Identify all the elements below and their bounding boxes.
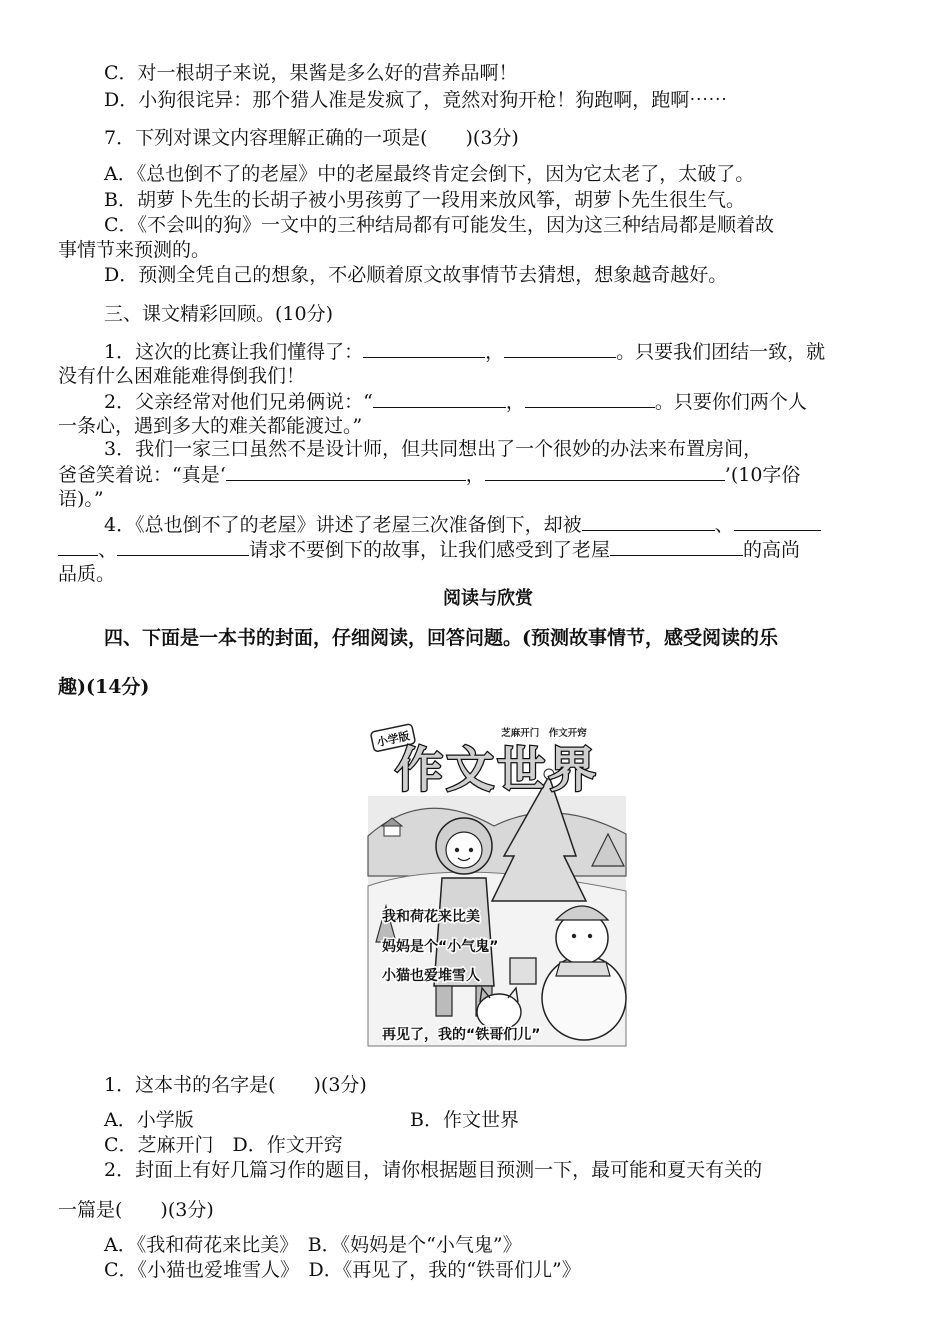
q2-text-a: 2．父亲经常对他们兄弟俩说：“: [104, 391, 373, 413]
section-3-title: 三、课文精彩回顾。(10分): [104, 303, 334, 325]
cover-article-title: 我和荷花来比美: [382, 909, 480, 925]
question-7-option-b: B．胡萝卜先生的长胡子被小男孩剪了一段用来放风筝，胡萝卜先生很生气。: [104, 189, 745, 211]
cover-question-1: 1．这本书的名字是( )(3分): [104, 1074, 367, 1096]
answer-blank[interactable]: [582, 512, 715, 531]
section-3-q1-cont: 没有什么困难能难得倒我们！: [58, 365, 306, 387]
house-icon: [384, 826, 400, 836]
section-3-q2: [104, 389, 807, 414]
q4-text-c: 的高尚: [743, 539, 801, 561]
q1-text-b: 。只要我们团结一致，就: [616, 341, 826, 363]
cover-article-title: 妈妈是个“小气鬼”: [382, 939, 499, 955]
section-3-q3-line2: [58, 462, 800, 487]
section-3-q3: 3．我们一家三口虽然不是设计师，但共同想出了一个很妙的办法来布置房间，: [104, 438, 763, 460]
q3-sep: ，: [465, 464, 485, 486]
q4-sep2: 、: [98, 539, 118, 561]
section-3-q1: [104, 339, 825, 364]
q1-text-a: 1．这次的比赛让我们懂得了：: [104, 341, 364, 363]
question-7-option-c: C．《不会叫的狗》一文中的三种结局都有可能发生，因为这三种结局都是顺着故: [104, 214, 775, 236]
section-3-q4: [104, 512, 821, 537]
q4-sep1: 、: [714, 514, 734, 536]
cover-question-1-option-b: B．作文世界: [410, 1109, 519, 1131]
answer-blank[interactable]: [504, 339, 616, 358]
section-3-q4-line2: [58, 537, 800, 562]
cover-slogan: 芝麻开门 作文开窍: [501, 728, 587, 739]
q4-text-a: 4．《总也倒不了的老屋》讲述了老屋三次准备倒下，却被: [104, 514, 582, 536]
question-7-stem: 7．下列对课文内容理解正确的一项是( )(3分): [104, 127, 519, 149]
q4-text-b: 请求不要倒下的故事，让我们感受到了老屋: [249, 539, 611, 561]
answer-blank[interactable]: [117, 537, 249, 556]
answer-blank[interactable]: [485, 462, 725, 481]
snowman-scarf: [556, 962, 610, 976]
book-cover-image: [364, 716, 630, 1048]
reading-heading: 阅读与欣赏: [443, 588, 533, 609]
cover-article-title: 再见了，我的“铁哥们儿”: [382, 1027, 541, 1043]
section-3-q4-line3: 品质。: [58, 563, 116, 585]
answer-blank[interactable]: [363, 339, 485, 358]
cover-article-title: 小猫也爱堆雪人: [382, 968, 480, 984]
section-4-title: 四、下面是一本书的封面，仔细阅读，回答问题。(预测故事情节，感受阅读的乐: [104, 627, 778, 649]
answer-blank[interactable]: [58, 537, 98, 556]
cover-question-2-option-ab: A．《我和荷花来比美》 B．《妈妈是个“小气鬼”》: [104, 1234, 522, 1256]
child-face: [446, 832, 482, 868]
svg-text:小学版: 小学版: [375, 729, 411, 750]
q3-text-b: ’(10字俗: [724, 464, 801, 486]
question-7-option-a: A．《总也倒不了的老屋》中的老屋最终肯定会倒下，因为它太老了，太破了。: [104, 163, 755, 185]
section-3-q2-cont: 一条心，遇到多大的难关都能渡过。”: [58, 415, 363, 437]
answer-blank[interactable]: [373, 389, 506, 408]
q1-sep: ，: [485, 341, 505, 363]
cover-question-2: 2．封面上有好几篇习作的题目，请你根据题目预测一下，最可能和夏天有关的: [104, 1159, 763, 1181]
question-7-option-c-cont: 事情节来预测的。: [58, 239, 211, 261]
answer-blank[interactable]: [734, 512, 821, 531]
cover-question-2-option-cd: C．《小猫也爱堆雪人》 D．《再见了，我的“铁哥们儿”》: [104, 1259, 581, 1281]
option-c-text: C．对一根胡子来说，果酱是多么好的营养品啊！: [104, 62, 518, 84]
question-7-option-d: D．预测全凭自己的想象，不必顺着原文故事情节去猜想，想象越奇越好。: [104, 264, 728, 286]
section-4-title-cont: 趣)(14分): [58, 676, 150, 698]
q2-sep: ，: [505, 391, 525, 413]
cover-question-1-option-a: A．小学版: [104, 1109, 194, 1131]
option-d-text: D．小狗很诧异：那个猎人准是发疯了，竟然对狗开枪！狗跑啊，跑啊⋯⋯: [104, 89, 728, 111]
cat-icon: [477, 994, 521, 1030]
cover-question-2-cont: 一篇是( )(3分): [58, 1199, 214, 1221]
cover-question-1-option-cd: C．芝麻开门 D．作文开窍: [104, 1134, 343, 1156]
answer-blank[interactable]: [525, 389, 655, 408]
q3-text-a: 爸爸笑着说：“真是‘: [58, 464, 226, 486]
q2-text-b: 。只要你们两个人: [654, 391, 807, 413]
answer-blank[interactable]: [610, 537, 743, 556]
gift-icon: [510, 958, 536, 984]
section-3-q3-line3: 语)。”: [58, 488, 104, 510]
cover-title: 作文世界: [394, 742, 600, 798]
answer-blank[interactable]: [226, 462, 466, 481]
